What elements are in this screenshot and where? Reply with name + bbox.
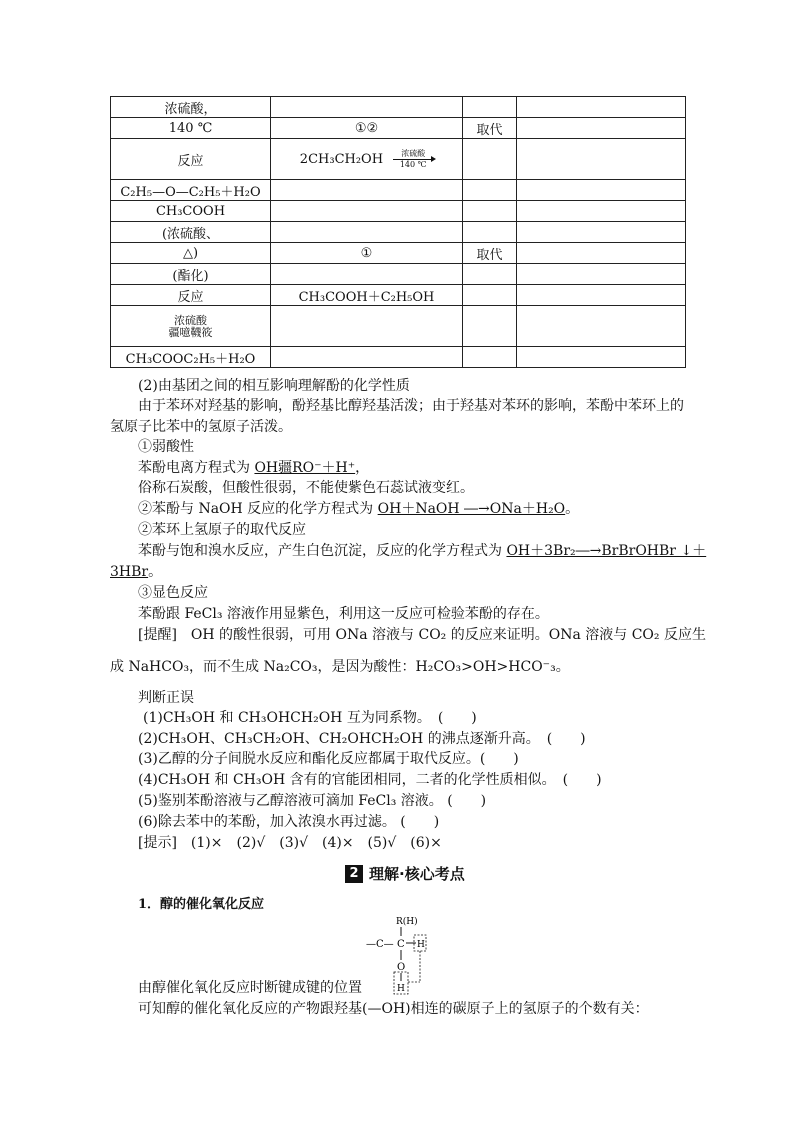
question-item: (6)除去苯中的苯酚，加入浓溴水再过滤。 ( ) [138, 814, 440, 830]
reminder: [提醒] OH 的酸性很弱，可用 ONa 溶液与 CO₂ 的反应来证明。ONa 溶液与 CO₂ 反应生 [138, 627, 706, 643]
oxygen-label: O [397, 962, 406, 973]
paragraph [110, 562, 162, 582]
paragraph: 成 NaHCO₃，而不生成 Na₂CO₃，是因为酸性：H₂CO₃>OH>HCO⁻₃。 [110, 659, 570, 675]
table-cell [463, 222, 517, 243]
paragraph [138, 458, 369, 478]
section-heading [345, 863, 465, 884]
table-cell: ① [271, 243, 463, 264]
table-cell [517, 180, 686, 201]
text-span: 苯酚与饱和溴水反应，产生白色沉淀，反应的化学方程式为 [138, 543, 507, 559]
table-row [111, 139, 686, 180]
arrow-condition-top: 浓硫酸 [401, 148, 426, 158]
table-row [111, 306, 686, 347]
table-cell: ①② [271, 118, 463, 139]
condition-stack [169, 315, 213, 338]
section-label: 判断正误 [138, 690, 194, 706]
table-row [111, 285, 686, 306]
condition-top: 浓硫酸 [174, 314, 207, 328]
table-cell [517, 97, 686, 118]
table-cell: (酯化) [111, 264, 271, 285]
text-span: ， [355, 460, 370, 476]
table-cell [463, 180, 517, 201]
section-title: 理解·核心考点 [369, 865, 465, 883]
paragraph: 可知醇的催化氧化反应的产物跟羟基(—OH)相连的碳原子上的氢原子的个数有关： [138, 1001, 649, 1017]
table-row [111, 222, 686, 243]
table-cell [517, 306, 686, 347]
question-item: (3)乙醇的分子间脱水反应和酯化反应都属于取代反应。( ) [138, 751, 519, 767]
table-cell [517, 243, 686, 264]
section-number: 2 [345, 865, 363, 883]
answer-hint: [提示] (1)× (2)√ (3)√ (4)× (5)√ (6)× [138, 835, 442, 851]
table-cell [517, 222, 686, 243]
table-cell: (浓硫酸、 [111, 222, 271, 243]
paragraph: (2)由基团之间的相互影响理解酚的化学性质 [138, 378, 410, 394]
reaction-arrow [393, 150, 433, 169]
table-cell: 取代 [463, 118, 517, 139]
table-cell [463, 139, 517, 180]
table-cell [463, 285, 517, 306]
paragraph: 由醇催化氧化反应时断键成键的位置 [138, 980, 362, 996]
paragraph [138, 541, 706, 561]
table-row [111, 264, 686, 285]
question-item: (5)鉴别苯酚溶液与乙醇溶液可滴加 FeCl₃ 溶液。 ( ) [138, 793, 487, 809]
alcohol-structure-diagram [360, 914, 440, 996]
paragraph: 俗称石炭酸，但酸性很弱，不能使紫色石蕊试液变红。 [138, 480, 474, 496]
table-row [111, 243, 686, 264]
reaction-table [110, 96, 686, 368]
text-span: ②苯酚与 NaOH 反应的化学方程式为 [138, 501, 378, 517]
table-row [111, 201, 686, 222]
paragraph: ③显色反应 [138, 585, 208, 601]
table-cell [463, 306, 517, 347]
paragraph: ①弱酸性 [138, 439, 194, 455]
table-cell [271, 306, 463, 347]
carbon-chain-label: —C— [366, 939, 394, 950]
arrow-condition-bottom: 140 ℃ [399, 159, 427, 169]
table-cell [517, 285, 686, 306]
bromine-equation: OH＋3Br₂―→BrBrOHBr ↓＋ [506, 543, 707, 559]
table-cell [111, 306, 271, 347]
arrow-line [393, 159, 433, 160]
paragraph: 由于苯环对羟基的影响，酚羟基比醇羟基活泼；由于羟基对苯环的影响，苯酚中苯环上的 [138, 398, 684, 414]
table-cell: CH₃COOC₂H₅＋H₂O [111, 347, 271, 368]
paragraph [138, 499, 579, 519]
table-cell [517, 347, 686, 368]
table-cell: 140 ℃ [111, 118, 271, 139]
paragraph: ②苯环上氢原子的取代反应 [138, 522, 306, 538]
table-cell: 反应 [111, 285, 271, 306]
table-cell [271, 139, 463, 180]
table-cell [463, 347, 517, 368]
table-cell [271, 222, 463, 243]
question-item: (4)CH₃OH 和 CH₃OH 含有的官能团相同，二者的化学性质相似。 ( ) [138, 772, 602, 788]
table-cell [271, 347, 463, 368]
table-cell [463, 201, 517, 222]
question-item: (2)CH₃OH、CH₃CH₂OH、CH₂OHCH₂OH 的沸点逐渐升高。 ( ) [138, 731, 586, 747]
subsection-heading: 1．醇的催化氧化反应 [138, 897, 265, 912]
reactant-formula: 2CH₃CH₂OH [299, 151, 384, 167]
table-cell [517, 139, 686, 180]
carbon-label: C [397, 939, 405, 950]
r-group-label: R(H) [396, 917, 418, 927]
naoh-equation: OH＋NaOH ―→ONa＋H₂O [377, 501, 566, 517]
condition-bottom: 疆噫韈筱 [168, 326, 213, 339]
text-span: 。 [148, 564, 163, 580]
table-cell: CH₃COOH [111, 201, 271, 222]
table-cell: CH₃COOH＋C₂H₅OH [271, 285, 463, 306]
table-cell [517, 118, 686, 139]
table-cell [517, 264, 686, 285]
table-row [111, 347, 686, 368]
table-cell: C₂H₅—O—C₂H₅＋H₂O [111, 180, 271, 201]
table-row [111, 97, 686, 118]
text-span: 苯酚电离方程式为 [138, 460, 255, 476]
paragraph: 氢原子比苯中的氢原子活泼。 [110, 419, 292, 435]
table-row [111, 180, 686, 201]
table-cell [271, 264, 463, 285]
bromine-equation-cont: 3HBr [110, 564, 149, 580]
table-cell: 反应 [111, 139, 271, 180]
table-cell [271, 201, 463, 222]
table-cell: 浓硫酸， [111, 97, 271, 118]
table-cell: △) [111, 243, 271, 264]
ionization-equation: OH疆RO⁻＋H⁺ [254, 460, 356, 476]
paragraph: 苯酚跟 FeCl₃ 溶液作用显紫色，利用这一反应可检验苯酚的存在。 [138, 606, 549, 622]
table-cell: 取代 [463, 243, 517, 264]
table-cell [517, 201, 686, 222]
table-cell [271, 97, 463, 118]
table-cell [271, 180, 463, 201]
table-cell [463, 97, 517, 118]
table-row [111, 118, 686, 139]
question-item: (1)CH₃OH 和 CH₃OHCH₂OH 互为同系物。 ( ) [143, 710, 477, 726]
text-span: 。 [565, 501, 580, 517]
hydrogen-label: H [417, 940, 425, 950]
hydrogen-label: H [397, 984, 405, 994]
table-cell [463, 264, 517, 285]
